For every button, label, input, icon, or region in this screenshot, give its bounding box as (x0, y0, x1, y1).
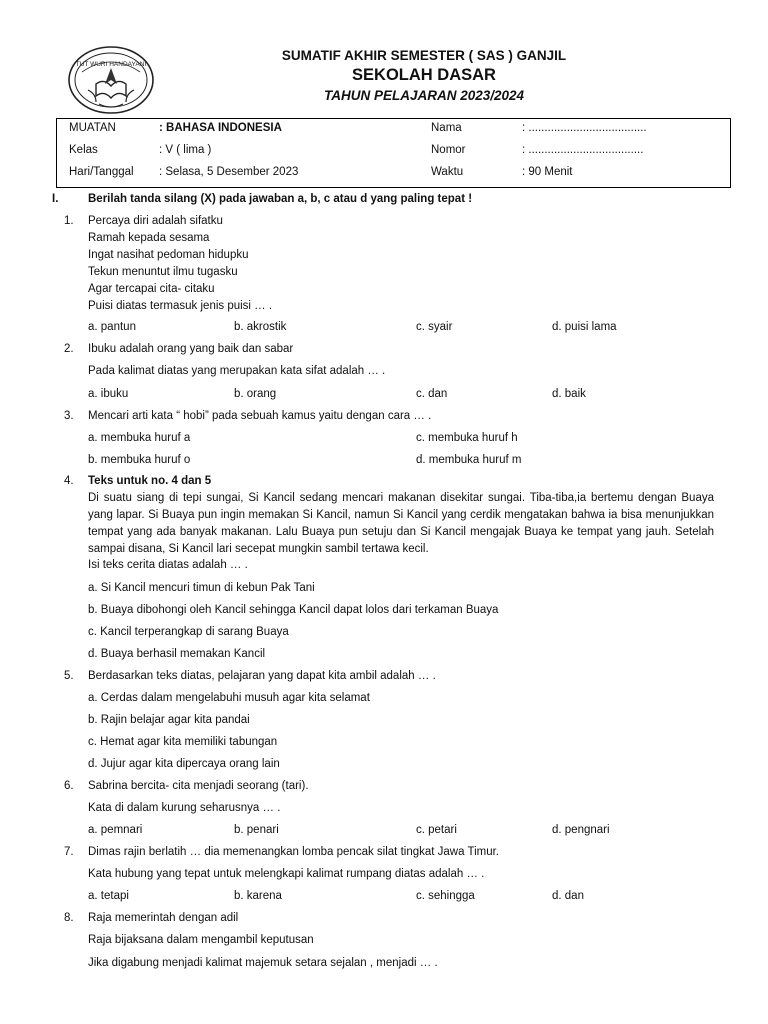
q1-line: Ingat nasihat pedoman hidupku (88, 249, 249, 261)
answer-option[interactable]: a. Si Kancil mencuri timun di kebun Pak Tani (88, 582, 315, 594)
answer-option[interactable]: c. Kancil terperangkap di sarang Buaya (88, 626, 289, 638)
question-number: 3. (64, 410, 74, 422)
q8-line: Raja memerintah dengan adil (88, 912, 239, 924)
answer-option[interactable]: b. akrostik (234, 321, 287, 333)
answer-option[interactable]: c. dan (416, 388, 448, 400)
answer-option[interactable]: d. Jujur agar kita dipercaya orang lain (88, 758, 280, 770)
info-row-hari (57, 166, 730, 186)
text-heading: Teks untuk no. 4 dan 5 (88, 475, 212, 487)
hari-value: : Selasa, 5 Desember 2023 (159, 166, 299, 178)
question-number: 7. (64, 846, 74, 858)
info-row-kelas (57, 144, 730, 164)
answer-option[interactable]: a. tetapi (88, 890, 129, 902)
answer-option[interactable]: d. puisi lama (552, 321, 617, 333)
muatan-value: : BAHASA INDONESIA (159, 122, 282, 134)
q7-question: Kata hubung yang tepat untuk melengkapi kalimat rumpang diatas adalah … . (88, 868, 485, 880)
question-number: 1. (64, 215, 74, 227)
q2-line: Ibuku adalah orang yang baik dan sabar (88, 343, 294, 355)
answer-option[interactable]: d. pengnari (552, 824, 610, 836)
answer-option[interactable]: b. membuka huruf o (88, 454, 191, 466)
exam-title: SUMATIF AKHIR SEMESTER ( SAS ) GANJIL (281, 48, 567, 63)
answer-option[interactable]: a. Cerdas dalam mengelabuhi musuh agar kita selamat (88, 692, 370, 704)
q8-question: Jika digabung menjadi kalimat majemuk setara sejalan , menjadi … . (88, 957, 438, 969)
nama-field[interactable]: : ..................................... (522, 122, 647, 134)
waktu-label: Waktu (431, 166, 464, 178)
answer-option[interactable]: b. Rajin belajar agar kita pandai (88, 714, 250, 726)
info-row-muatan (57, 122, 730, 142)
question-number: 8. (64, 912, 74, 924)
answer-option[interactable]: d. Buaya berhasil memakan Kancil (88, 648, 266, 660)
answer-option[interactable]: d. baik (552, 388, 586, 400)
q3-question: Mencari arti kata “ hobi” pada sebuah kamus yaitu dengan cara … . (88, 410, 432, 422)
answer-option[interactable]: c. petari (416, 824, 457, 836)
q5-question: Berdasarkan teks diatas, pelajaran yang dapat kita ambil adalah … . (88, 670, 436, 682)
answer-option[interactable]: b. karena (234, 890, 282, 902)
answer-option[interactable]: b. Buaya dibohongi oleh Kancil sehingga Kancil dapat lolos dari terkaman Buaya (88, 604, 499, 616)
answer-option[interactable]: a. pemnari (88, 824, 143, 836)
q7-line: Dimas rajin berlatih … dia memenangkan lomba pencak silat tingkat Jawa Timur. (88, 846, 499, 858)
answer-option[interactable]: c. syair (416, 321, 453, 333)
answer-option[interactable]: d. dan (552, 890, 584, 902)
answer-option[interactable]: c. sehingga (416, 890, 475, 902)
answer-option[interactable]: a. membuka huruf a (88, 432, 191, 444)
academic-year: TAHUN PELAJARAN 2023/2024 (323, 88, 525, 103)
hari-label: Hari/Tanggal (69, 166, 134, 178)
q1-question: Puisi diatas termasuk jenis puisi … . (88, 300, 273, 312)
answer-option[interactable]: d. membuka huruf m (416, 454, 522, 466)
q2-question: Pada kalimat diatas yang merupakan kata sifat adalah … . (88, 365, 386, 377)
q1-line: Agar tercapai cita- citaku (88, 283, 215, 295)
section-number: I. (52, 193, 59, 205)
q6-line: Sabrina bercita- cita menjadi seorang (tari). (88, 780, 309, 792)
logo-motto: TUT WURI HANDAYANI (75, 61, 147, 68)
answer-option[interactable]: a. pantun (88, 321, 136, 333)
answer-option[interactable]: c. membuka huruf h (416, 432, 518, 444)
muatan-label: MUATAN (69, 122, 116, 134)
q1-line: Ramah kepada sesama (88, 232, 210, 244)
answer-option[interactable]: a. ibuku (88, 388, 129, 400)
q4-question: Isi teks cerita diatas adalah … . (88, 559, 248, 571)
section-instruction: Berilah tanda silang (X) pada jawaban a, b, c atau d yang paling tepat ! (88, 193, 473, 205)
kelas-value: : V ( lima ) (159, 144, 212, 156)
school-level: SEKOLAH DASAR (352, 66, 496, 84)
question-number: 5. (64, 670, 74, 682)
story-paragraph: Di suatu siang di tepi sungai, Si Kancil sedang mencari makanan disekitar sungai. Tiba-tiba,ia bertemu dengan Buaya yang lapar. Si Buaya pun ingin memakan Si Kancil, namun Si Kancil yang cerdik mengatakan bahwa ia bisa menunjukkan tempat yang ada banyak makanan. Lalu Buaya pun setuju dan Si Kancil mengajak Buaya ke tempat yang jauh. Setelah sampai disana, Si Kancil lari secepat mungkin sambil tertawa kecil. (88, 492, 714, 555)
answer-option[interactable]: c. Hemat agar kita memiliki tabungan (88, 736, 278, 748)
answer-option[interactable]: b. orang (234, 388, 277, 400)
question-number: 4. (64, 475, 74, 487)
student-info-box (56, 118, 731, 188)
q6-question: Kata di dalam kurung seharusnya … . (88, 802, 281, 814)
kelas-label: Kelas (69, 144, 98, 156)
answer-option[interactable]: b. penari (234, 824, 279, 836)
q1-line: Tekun menuntut ilmu tugasku (88, 266, 238, 278)
waktu-value: : 90 Menit (522, 166, 573, 178)
question-number: 2. (64, 343, 74, 355)
question-number: 6. (64, 780, 74, 792)
q1-line: Percaya diri adalah sifatku (88, 215, 223, 227)
nomor-label: Nomor (431, 144, 466, 156)
nama-label: Nama (431, 122, 462, 134)
q8-line: Raja bijaksana dalam mengambil keputusan (88, 934, 314, 946)
nomor-field[interactable]: : .................................... (522, 144, 644, 156)
